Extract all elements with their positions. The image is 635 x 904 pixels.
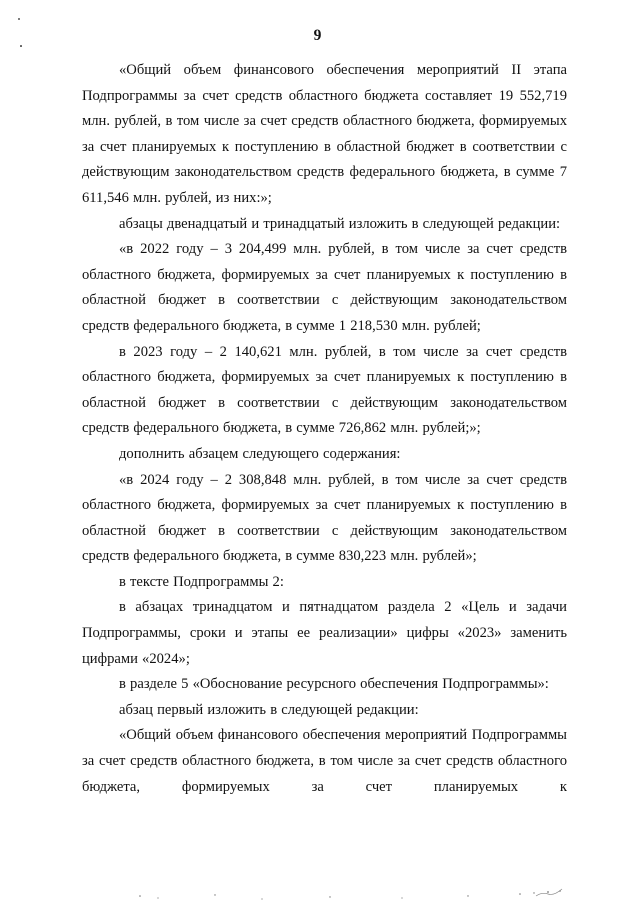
page-number: 9 — [313, 27, 322, 44]
paragraph: абзац первый изложить в следующей редакции: — [119, 701, 419, 718]
scan-noise — [0, 880, 635, 904]
paragraph: в разделе 5 «Обоснование ресурсного обеспечения Подпрограммы»: — [119, 676, 549, 693]
paragraph: «Общий объем финансового обеспечения мероприятий II этапа Подпрограммы за счет средств областного бюджета составляет 19 552,719 млн. рублей, в том числе за счет средств областного бюджета, формируемых за счет планируемых к поступлению в областной бюджет в соответствии с действующим законодательством средств федерального бюджета, в сумме 7 611,546 млн. рублей, из них:»; — [82, 62, 567, 206]
paragraph: абзацы двенадцатый и тринадцатый изложить в следующей редакции: — [119, 215, 561, 232]
paragraph: в тексте Подпрограммы 2: — [119, 573, 284, 590]
paragraph: в абзацах тринадцатом и пятнадцатом раздела 2 «Цель и задачи Подпрограммы, сроки и этапы ее реализации» цифры «2023» заменить цифрами «2024»; — [82, 599, 567, 667]
paragraph: «в 2022 году – 3 204,499 млн. рублей, в том числе за счет средств областного бюджета, формируемых за счет планируемых к поступлению в областной бюджет в соответствии с действующим законодательством средств федерального бюджета, в сумме 1 218,530 млн. рублей; — [82, 241, 567, 334]
paragraph: дополнить абзацем следующего содержания: — [119, 445, 401, 462]
paragraph: «в 2024 году – 2 308,848 млн. рублей, в том числе за счет средств областного бюджета, формируемых за счет планируемых к поступлению в областной бюджет в соответствии с действующим законодательством средств федерального бюджета, в сумме 830,223 млн. рублей»; — [82, 471, 567, 565]
document-body — [82, 58, 567, 800]
paragraph: в 2023 году – 2 140,621 млн. рублей, в том числе за счет средств областного бюджета, формируемых за счет планируемых к поступлению в областной бюджет в соответствии с действующим законодательством средств федерального бюджета, в сумме 726,862 млн. рублей;»; — [82, 343, 567, 437]
scan-speck — [18, 18, 20, 20]
paragraph: «Общий объем финансового обеспечения мероприятий Подпрограммы за счет средств областного бюджета, в том числе за счет средств областного бюджета, формируемых за счет планируемых к — [82, 727, 567, 795]
